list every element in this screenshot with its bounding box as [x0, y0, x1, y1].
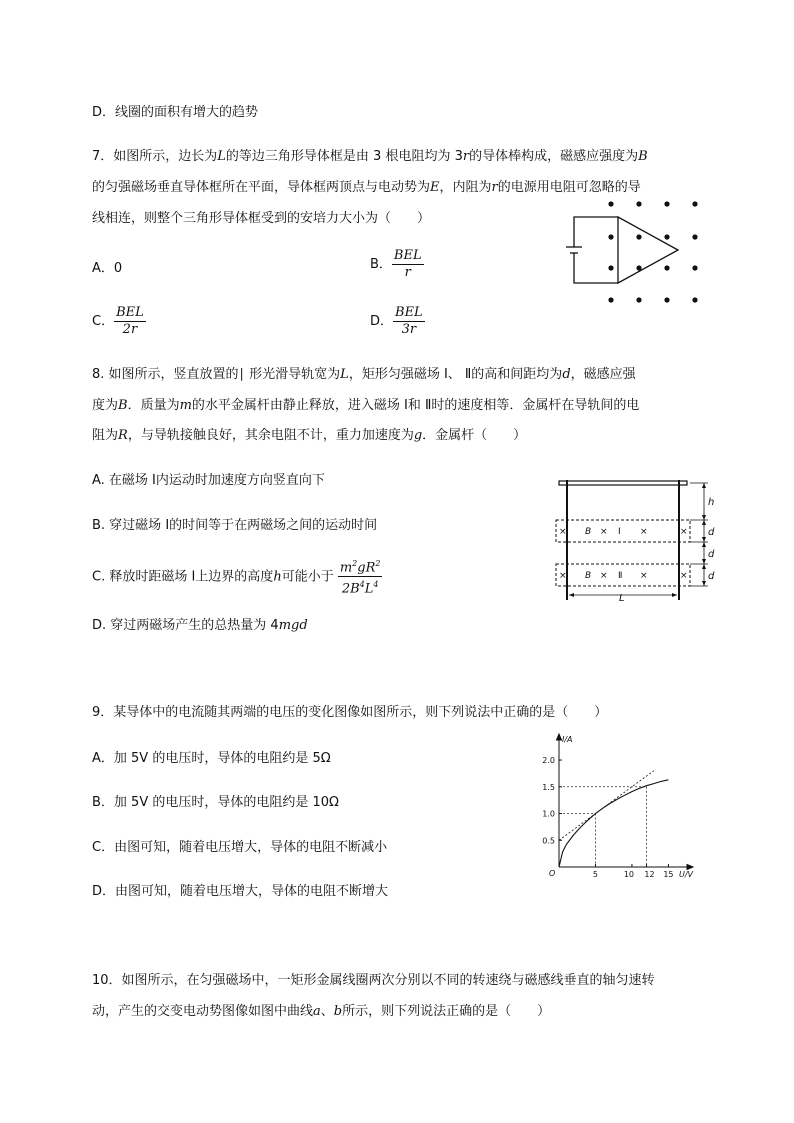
q7-l2-mid: ，内阻为	[439, 180, 492, 195]
q8-opt-c-pre: C. 释放时距磁场 Ⅰ上边界的高度	[92, 569, 274, 585]
q7-opt-a-value: 0	[113, 261, 123, 276]
q8-field-bands	[556, 520, 690, 586]
q8-var-d: d	[562, 367, 571, 382]
q7-l1-post: 的导体棒构成，磁感应强度为	[469, 149, 639, 164]
q8-cross-2b: ×	[600, 571, 608, 581]
q7-opt-c-label: C．	[92, 314, 115, 329]
iu-guides	[559, 787, 647, 867]
q8-l1-mid: ，矩形匀强磁场 Ⅰ、 Ⅱ的高和间距均为	[348, 367, 563, 382]
q8-dim-d1: d	[708, 527, 715, 538]
q8-opt-c-fraction	[338, 556, 383, 598]
y-tick-label: 0.5	[542, 836, 555, 846]
y-tick-label: 1.0	[542, 809, 555, 819]
q8-cross-2c: ×	[640, 571, 648, 581]
q7-opt-b-fraction	[392, 248, 424, 281]
q7-opt-d-num: BEL	[395, 305, 423, 320]
q8-cross-2a: ×	[559, 571, 567, 581]
q8-stem-line1	[92, 366, 636, 384]
q8-l3-mid: ，与导轨接触良好，其余电阻不计，重力加速度为	[127, 428, 414, 443]
origin-label: O	[549, 869, 556, 878]
q7-var-r2: r	[491, 180, 498, 195]
q7-figure	[560, 195, 710, 307]
q7-var-B: B	[638, 149, 648, 164]
q7-stem-line2	[92, 179, 641, 197]
q8-var-h: h	[273, 569, 282, 585]
y-tick-label: 1.5	[542, 782, 555, 792]
x-tick-label: 12	[644, 870, 655, 879]
q8-opt-c-num: $m^2gR^2$	[338, 556, 383, 577]
q8-l2-post: 的水平金属杆由静止释放，进入磁场 Ⅰ和 Ⅱ时的速度相等．金属杆在导轨间的电	[191, 398, 640, 413]
q7-opt-d-den: 3r	[401, 322, 417, 337]
q10-stem-line2	[92, 1003, 550, 1021]
q8-field2-label: Ⅱ	[618, 571, 623, 581]
q9-option-b: B．加 5V 的电压时，导体的电阻约是 10Ω	[92, 795, 339, 810]
q8-l1-pre: 8. 如图所示，竖直放置的∣ 形光滑导轨宽为	[92, 367, 341, 382]
q8-band2-labels	[559, 571, 688, 581]
q9-option-a: A．加 5V 的电压时，导体的电阻约是 5Ω	[92, 751, 331, 766]
q7-opt-b-num: BEL	[393, 248, 422, 263]
q9-option-c: C．由图可知，随着电压增大，导体的电阻不断减小	[92, 840, 388, 855]
x-axis-arrow	[687, 865, 693, 870]
q8-var-B: B	[118, 398, 128, 413]
q8-l2-mid: ．质量为	[127, 398, 180, 413]
q8-option-d	[92, 617, 308, 635]
q9-stem: 9．某导体中的电流随其两端的电压的变化图像如图所示，则下列说法中正确的是（ ）	[92, 705, 608, 720]
q7-option-d	[370, 305, 425, 338]
q7-opt-b-label: B．	[370, 257, 392, 272]
q8-dimension-labels	[619, 497, 715, 604]
q8-stem-line2	[92, 397, 639, 415]
x-tick-label: 5	[592, 870, 599, 879]
q8-cross-1c: ×	[640, 527, 648, 537]
q8-option-c	[92, 556, 382, 598]
q10-var-a: a	[313, 1004, 321, 1019]
q7-var-L: L	[217, 149, 226, 164]
q6-option-d: D．线圈的面积有增大的趋势	[92, 105, 259, 120]
iu-labels	[549, 735, 694, 879]
q8-opt-c-mid: 可能小于	[281, 569, 334, 585]
q10-var-b: b	[333, 1004, 343, 1019]
q8-dim-h: h	[708, 497, 715, 508]
q7-opt-d-fraction	[393, 305, 425, 338]
iu-chart	[535, 735, 695, 880]
q8-b-label-2: B	[585, 571, 592, 581]
q7-circuit	[566, 217, 678, 283]
q8-l1-post: ，磁感应强	[570, 367, 636, 382]
q8-dim-L: L	[619, 593, 625, 604]
series-line-curve	[559, 780, 668, 867]
q7-option-a	[92, 260, 122, 278]
q10-stem-line1: 10．如图所示，在匀强磁场中，一矩形金属线圈两次分别以不同的转速绕与磁感线垂直的轴匀速转	[92, 973, 655, 988]
q7-field-dots	[608, 201, 697, 302]
q8-band1-labels	[559, 527, 688, 537]
q8-l3-post: ．金属杆（ ）	[422, 428, 527, 443]
q8-opt-d-expr: mgd	[278, 618, 308, 633]
iu-axes	[557, 734, 694, 870]
q8-cross-1b: ×	[600, 527, 608, 537]
iu-ticks	[542, 756, 673, 879]
q7-option-b	[370, 248, 424, 281]
q9-option-d: D．由图可知，随着电压增大，导体的电阻不断增大	[92, 884, 389, 899]
q8-cross-2d: ×	[680, 571, 688, 581]
q8-opt-c-den: $2B^4L^4$	[341, 580, 379, 597]
q8-option-a: A. 在磁场 Ⅰ内运动时加速度方向竖直向下	[92, 473, 325, 488]
q8-b-label-1: B	[585, 527, 592, 537]
q8-var-m: m	[179, 398, 192, 413]
q8-dim-d3: d	[708, 571, 715, 582]
q8-cross-1d: ×	[680, 527, 688, 537]
q8-var-R: R	[118, 428, 128, 443]
q7-opt-c-den: 2r	[122, 322, 138, 337]
q10-l2-post: 所示，则下列说法正确的是（ ）	[342, 1004, 551, 1019]
q7-l1-pre: 7．如图所示，边长为	[92, 149, 218, 164]
q10-l2-pre: 动，产生的交变电动势图像如图中曲线	[92, 1004, 314, 1019]
q7-opt-c-num: BEL	[116, 305, 144, 320]
q7-option-c	[92, 305, 146, 338]
q8-l2-pre: 度为	[92, 398, 119, 413]
q7-opt-b-den: r	[404, 265, 411, 280]
y-axis-arrow	[557, 734, 562, 740]
q7-stem-line1	[92, 148, 648, 166]
q7-l2-post: 的电源用电阻可忽略的导	[497, 180, 641, 195]
q8-var-L: L	[340, 367, 349, 382]
iu-series	[559, 771, 668, 867]
q8-opt-d-pre: D. 穿过两磁场产生的总热量为 4	[92, 618, 279, 633]
q7-stem-line3: 线相连，则整个三角形导体框受到的安培力大小为（ ）	[92, 211, 431, 226]
q7-opt-d-label: D．	[370, 314, 394, 329]
x-axis-label: U/V	[679, 870, 694, 879]
q8-figure	[548, 470, 728, 610]
q8-option-b: B. 穿过磁场 Ⅰ的时间等于在两磁场之间的运动时间	[92, 518, 378, 533]
q8-cross-1a: ×	[559, 527, 567, 537]
q8-dim-d2: d	[708, 549, 715, 560]
x-tick-label: 10	[623, 870, 635, 879]
y-axis-label: I/A	[562, 735, 573, 744]
x-tick-label: 15	[663, 870, 674, 879]
y-tick-label: 2.0	[542, 756, 555, 766]
q7-opt-a-label: A．	[92, 261, 114, 276]
q8-stem-line3	[92, 427, 526, 445]
q7-l1-mid: 的等边三角形导体框是由 3 根电阻均为 3	[225, 149, 463, 164]
q7-var-r: r	[462, 149, 470, 164]
q8-rails	[559, 480, 687, 600]
q8-field1-label: Ⅰ	[618, 527, 621, 537]
q10-sep: 、	[320, 1004, 334, 1019]
q7-opt-c-fraction	[114, 305, 146, 338]
q7-var-E: E	[430, 180, 440, 195]
q8-var-g: g	[413, 428, 423, 443]
q7-l2-pre: 的匀强磁场垂直导体框所在平面，导体框两顶点与电动势为	[92, 180, 431, 195]
q8-l3-pre: 阻为	[92, 428, 119, 443]
